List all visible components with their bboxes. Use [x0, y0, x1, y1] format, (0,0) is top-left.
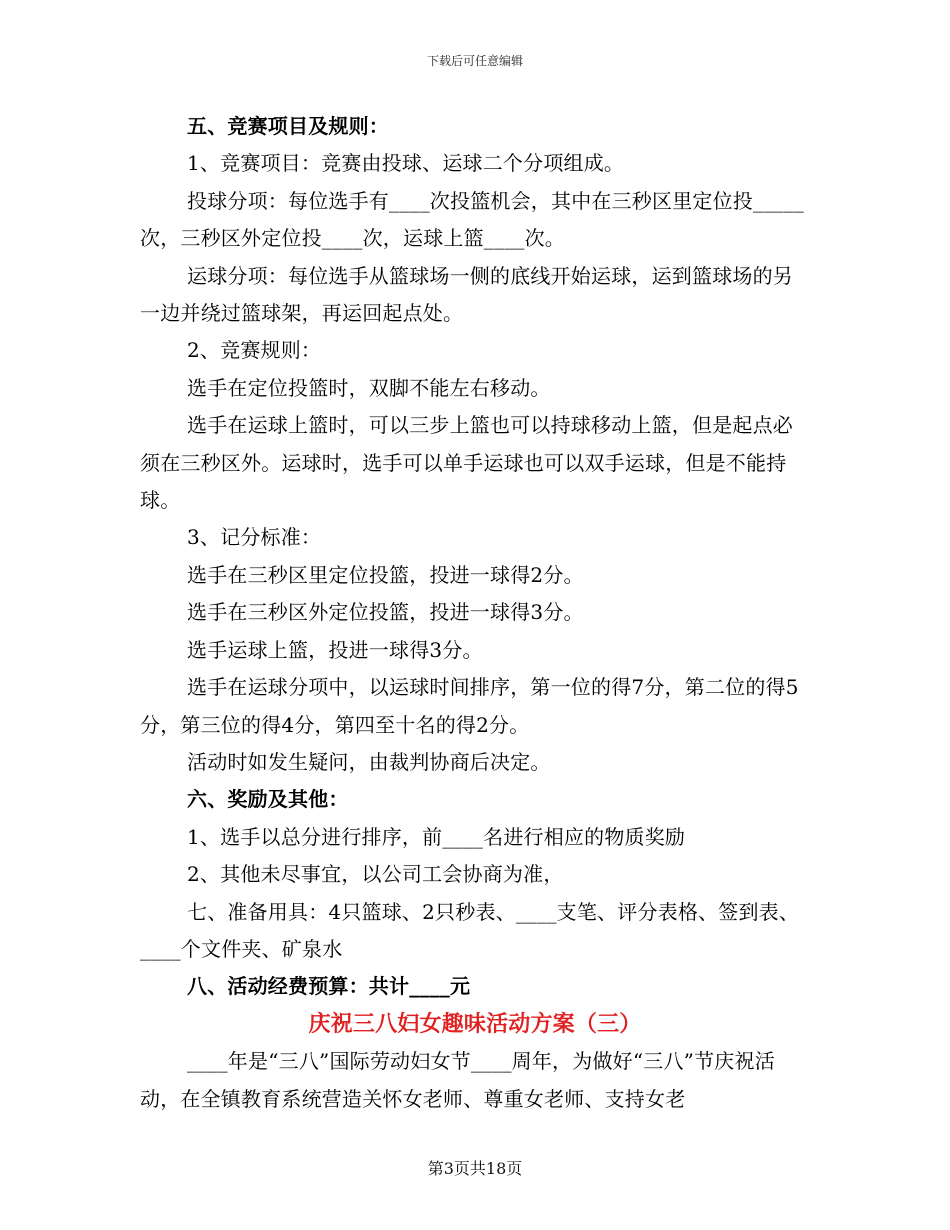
paragraph: 选手在运球上篮时，可以三步上篮也可以持球移动上篮，但是起点必须在三秒区外。运球时，选手可以单手运球也可以双手运球，但是不能持球。 [140, 413, 793, 513]
document-title: 庆祝三八妇女趣味活动方案（三） [308, 1011, 642, 1037]
section-heading-6: 六、奖励及其他： [187, 787, 349, 812]
page-footer: 第3页共18页 [427, 1159, 523, 1178]
paragraph: 运球分项：每位选手从篮球场一侧的底线开始运球，运到篮球场的另一边并绕过篮球架，再运回起点处。 [140, 263, 793, 326]
paragraph: ____年是“三八”国际劳动妇女节____周年，为做好“三八”节庆祝活动，在全镇教育系统营造关怀女老师、尊重女老师、支持女老 [140, 1049, 775, 1111]
paragraph: 3、记分标准： [187, 525, 322, 550]
paragraph: 投球分项：每位选手有____次投篮机会，其中在三秒区里定位投_____次，三秒区外定位投____次，运球上篮____次。 [140, 188, 804, 251]
paragraph: 活动时如发生疑问，由裁判协商后决定。 [187, 749, 551, 774]
paragraph: 选手运球上篮，投进一球得3分。 [187, 637, 483, 662]
paragraph: 1、选手以总分进行排序，前____名进行相应的物质奖励 [187, 824, 686, 849]
paragraph: 1、竞赛项目：竞赛由投球、运球二个分项组成。 [187, 151, 625, 176]
paragraph: 七、准备用具：4只篮球、2只秒表、____支笔、评分表格、签到表、____个文件夹、矿泉水 [140, 899, 800, 961]
paragraph: 选手在运球分项中，以运球时间排序，第一位的得7分，第二位的得5分，第三位的得4分，第四至十名的得2分。 [140, 675, 799, 737]
document-body [140, 108, 810, 1118]
paragraph: 2、其他未尽事宜，以公司工会协商为准， [187, 862, 564, 887]
section-heading-8: 八、活动经费预算：共计____元 [187, 974, 471, 999]
page-header: 下载后可任意编辑 [426, 54, 523, 68]
section-heading-5: 五、竞赛项目及规则： [187, 114, 389, 138]
paragraph: 选手在定位投篮时，双脚不能左右移动。 [187, 375, 551, 400]
paragraph: 选手在三秒区里定位投篮，投进一球得2分。 [187, 562, 584, 587]
paragraph: 选手在三秒区外定位投篮，投进一球得3分。 [187, 600, 584, 625]
paragraph: 2、竞赛规则： [187, 338, 322, 363]
